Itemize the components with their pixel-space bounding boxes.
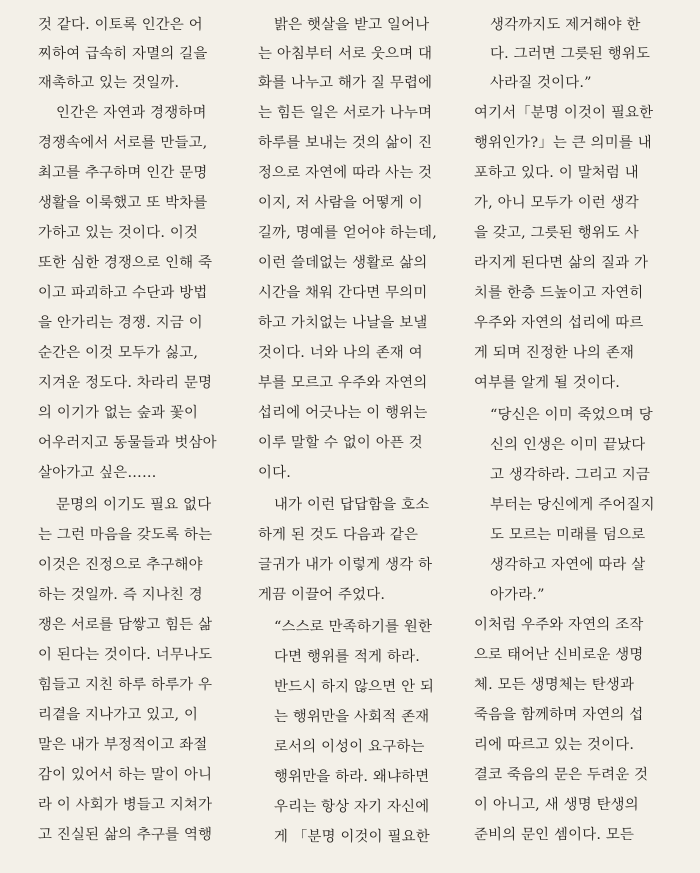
text-line: 우주와 자연의 섭리에 따르 (474, 315, 644, 331)
text-line: 이런 쓸데없는 생활로 삶의 (258, 255, 428, 271)
text-line: 는 아침부터 서로 웃으며 대 (258, 46, 433, 62)
text-line: 생활을 이룩했고 또 박차를 (38, 195, 208, 211)
text-line: 힘들고 지친 하루 하루가 우 (38, 677, 213, 693)
text-line: 리곁을 지나가고 있고, 이 (38, 707, 199, 723)
text-line: 게끔 이끌어 주었다. (258, 587, 386, 603)
text-line: 이처럼 우주와 자연의 조작 (474, 617, 644, 633)
text-line: 고 진실된 삶의 추구를 역행 (38, 827, 213, 843)
text-line: 는 그런 마음을 갖도록 하는 (38, 527, 213, 543)
text-line: 여부를 알게 될 것이다. (474, 375, 621, 391)
text-line: 가하고 있는 것이다. 이것 (38, 225, 199, 241)
text-line: 다. 그러면 그릇된 행위도 (490, 46, 651, 62)
text-line: 로서의 이성이 요구하는 (274, 739, 425, 755)
text-line: 는 행위만을 사회적 존재 (274, 709, 430, 725)
text-line: 생각하고 자연에 따라 살 (490, 557, 646, 573)
text-line: 살아가고 싶은…… (38, 465, 157, 481)
text-line: 이다. (258, 465, 291, 481)
text-line: 이루 말할 수 없이 아픈 것 (258, 435, 423, 451)
text-line: 게 되며 진정한 나의 존재 (474, 345, 635, 361)
text-line: 반드시 하지 않으면 안 되 (274, 679, 435, 695)
text-line: 하게 된 것도 다음과 같은 (258, 527, 419, 543)
text-line: 경쟁속에서 서로를 만들고, (38, 135, 208, 151)
text-line: 말은 내가 부정적이고 좌절 (38, 737, 208, 753)
text-line: 어우러지고 동물들과 벗삼아 (38, 435, 217, 451)
text-line: 화를 나누고 해가 질 무렵에 (258, 75, 433, 91)
text-line: “당신은 이미 죽었으며 당 (490, 407, 653, 423)
text-line: 행위인가?」는 큰 의미를 내 (474, 135, 652, 151)
text-line: 것 같다. 이토록 인간은 어 (38, 17, 203, 33)
text-line: 감이 있어서 하는 말이 아니 (38, 767, 213, 783)
text-line: 섭리에 어긋나는 이 행위는 (258, 405, 428, 421)
text-line: 밝은 햇살을 받고 일어나 (274, 17, 430, 33)
text-line: 하는 것일까. 즉 지나친 경 (38, 587, 203, 603)
text-line: 사라질 것이다.” (490, 75, 592, 91)
text-line: 포하고 있다. 이 말처럼 내 (474, 165, 639, 181)
text-line: 죽음을 함께하며 자연의 섭 (474, 707, 644, 723)
text-line: 신의 인생은 이미 끝났다 (490, 437, 646, 453)
text-line: “스스로 만족하기를 원한 (274, 619, 433, 635)
text-line: 의 이기가 없는 숲과 꽃이 (38, 405, 199, 421)
text-line: 고 생각하라. 그리고 지금 (490, 467, 651, 483)
text-line: 을 갖고, 그릇된 행위도 사 (474, 225, 639, 241)
text-line: 생각까지도 제거해야 한 (490, 17, 641, 33)
text-line: 또한 심한 경쟁으로 인해 죽 (38, 255, 213, 271)
text-line: 이지, 저 사람을 어떻게 이 (258, 195, 423, 211)
text-line: 라지게 된다면 삶의 질과 가 (474, 255, 649, 271)
text-line: 결코 죽음의 문은 두려운 것 (474, 767, 649, 783)
text-line: 라 이 사회가 병들고 지쳐가 (38, 797, 213, 813)
text-line: 순간은 이것 모두가 싫고, (38, 345, 199, 361)
text-line: 재촉하고 있는 것일까. (38, 75, 180, 91)
text-line: 이고 파괴하고 수단과 방법 (38, 285, 208, 301)
text-line: 시간을 채워 간다면 무의미 (258, 285, 428, 301)
text-line: 체. 모든 생명체는 탄생과 (474, 677, 635, 693)
text-line: 쟁은 서로를 담쌓고 힘든 삶 (38, 617, 213, 633)
text-line: 다면 행위를 적게 하라. (274, 649, 421, 665)
text-line: 지겨운 정도다. 차라리 문명 (38, 375, 213, 391)
text-line: 하루를 보내는 것의 삶이 진 (258, 135, 433, 151)
text-line: 길까, 명예를 얻어야 하는데, (258, 225, 437, 241)
text-line: 으로 태어난 신비로운 생명 (474, 647, 644, 663)
text-line: 내가 이런 답답함을 호소 (274, 497, 430, 513)
text-line: 하고 가치없는 나날을 보낼 (258, 315, 428, 331)
text-line: 부를 모르고 우주와 자연의 (258, 375, 428, 391)
text-line: 치를 한층 드높이고 자연히 (474, 285, 644, 301)
text-line: 찌하여 급속히 자멸의 길을 (38, 46, 208, 62)
text-line: 글귀가 내가 이렇게 생각 하 (258, 557, 433, 573)
text-line: 아가라.” (490, 587, 545, 603)
text-line: 행위만을 하라. 왜냐하면 (274, 769, 430, 785)
text-line: 가, 아니 모두가 이런 생각 (474, 195, 639, 211)
text-line: 이것은 진정으로 추구해야 (38, 557, 203, 573)
text-line: 정으로 자연에 따라 사는 것 (258, 165, 433, 181)
text-line: 여기서「분명 이것이 필요한 (474, 105, 654, 121)
text-line: 리에 따르고 있는 것이다. (474, 737, 635, 753)
text-line: 는 힘든 일은 서로가 나누며 (258, 105, 433, 121)
text-line: 이 아니고, 새 생명 탄생의 (474, 797, 639, 813)
text-line: 준비의 문인 셈이다. 모든 (474, 827, 635, 843)
text-line: 이 된다는 것이다. 너무나도 (38, 647, 213, 663)
text-line: 게 「분명 이것이 필요한 (274, 829, 430, 845)
text-line: 인간은 자연과 경쟁하며 (56, 105, 207, 121)
text-line: 것이다. 너와 나의 존재 여 (258, 345, 423, 361)
text-line: 을 안가리는 경쟁. 지금 이 (38, 315, 203, 331)
text-line: 문명의 이기도 필요 없다 (56, 497, 212, 513)
text-line: 우리는 항상 자기 자신에 (274, 799, 430, 815)
text-line: 최고를 추구하며 인간 문명 (38, 165, 208, 181)
text-line: 부터는 당신에게 주어질지 (490, 497, 655, 513)
text-line: 도 모르는 미래를 덤으로 (490, 527, 646, 543)
